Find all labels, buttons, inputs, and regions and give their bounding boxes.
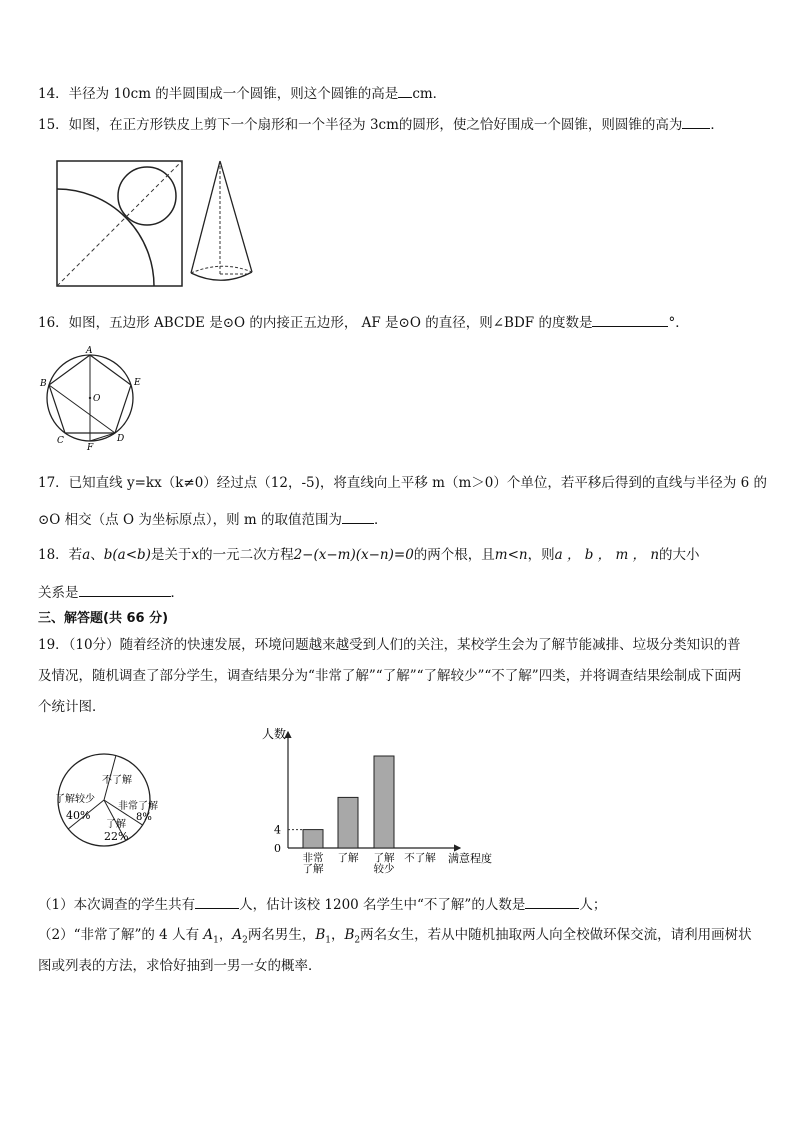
pie-label-feichangliaojie: 非常了解 — [118, 801, 158, 812]
q18-var-x: x — [191, 547, 200, 563]
q19-sub2-a1-sub: 1 — [213, 935, 219, 946]
q19-sub2-line2-text: 图或列表的方法，求恰好抽到一男一女的概率． — [38, 958, 322, 974]
label-a: A — [86, 346, 93, 356]
q17-line2: ⊙O 相交（点 O 为坐标原点），则 m 的取值范围为 — [38, 512, 342, 528]
question-17-line1 — [38, 474, 767, 492]
question-19-line1 — [38, 636, 741, 654]
x-category-label: 了解 — [302, 863, 324, 875]
bar-0 — [303, 830, 323, 848]
cone-left-edge — [191, 161, 220, 273]
question-16 — [38, 313, 689, 332]
q19-sub1-text-a: （1）本次调查的学生共有 — [38, 897, 196, 913]
q19-sub2-b1-sub: 1 — [325, 935, 331, 946]
question-18-line1 — [38, 546, 700, 564]
x-category-label: 不了解 — [404, 852, 436, 864]
q17-line1: 17．已知直线 y=kx（k≠0）经过点（12，-5)，将直线向上平移 m（m＞0）个单位，若平移后得到的直线与半径为 6 的 — [38, 475, 768, 491]
section-3-title: 三、解答题(共 66 分) — [38, 611, 169, 626]
q16-figure — [38, 345, 143, 453]
q19-sub2-text-a: （2）“非常了解”的 4 人有 — [38, 927, 204, 943]
question-19-line3 — [38, 698, 106, 716]
question-17-line2 — [38, 510, 387, 529]
q18-var-a: a — [82, 547, 91, 563]
x-category-label: 了解 — [373, 852, 395, 864]
q18-text-d: 的两个根，且 — [413, 547, 495, 563]
q18-text-c: 的一元二次方程 — [199, 547, 294, 563]
q19-sub2-line1 — [38, 926, 752, 950]
q18-answer-blank[interactable] — [79, 583, 171, 597]
pie-pct-liaojiejiaoshao: 40% — [66, 809, 91, 822]
label-b: B — [40, 379, 47, 389]
diagonal-dashed — [57, 161, 182, 286]
q19-sub2-a2: A — [232, 927, 243, 943]
q19-sub2-b2-sub: 2 — [354, 935, 361, 946]
q19-line3: 个统计图． — [38, 699, 106, 715]
q17-answer-blank[interactable] — [342, 510, 374, 524]
q19-sub1-text-b: 人，估计该校 1200 名学生中“不了解”的人数是 — [239, 897, 526, 913]
q19-sub2-b2: B — [344, 927, 355, 943]
label-d: D — [117, 434, 125, 444]
q18-var-list: a ， b ， m ， n — [554, 547, 660, 563]
y-axis-label: 人数 — [262, 727, 287, 741]
q19-sub1 — [38, 895, 606, 914]
label-c: C — [57, 436, 64, 446]
q15-answer-blank[interactable] — [682, 115, 710, 129]
bar-2 — [374, 756, 394, 848]
segment-bd — [49, 385, 115, 433]
question-15 — [38, 115, 724, 134]
q19-sub2-comma1: ， — [218, 927, 233, 943]
q19-line2: 及情况，随机调查了部分学生，调查结果分为“非常了解”“了解”“了解较少”“不了解”四类，并将调查结果绘制成下面两 — [38, 668, 742, 684]
q18-line2: 关系是 — [38, 585, 79, 601]
y-tick-label: 4 — [274, 823, 281, 837]
q19-sub2-line2 — [38, 957, 322, 975]
x-axis-label: 满意程度 — [448, 852, 492, 865]
cone-base-back — [191, 266, 252, 273]
x-category-label: 较少 — [373, 863, 395, 875]
label-e: E — [134, 378, 141, 388]
cone-right-edge — [220, 161, 252, 272]
q17-end: ． — [373, 512, 388, 528]
bar-chart — [262, 722, 510, 875]
x-category-label: 了解 — [337, 852, 359, 864]
q16-end: °． — [668, 315, 689, 331]
q19-sub2-a2-sub: 2 — [242, 935, 248, 946]
q18-end: ． — [170, 585, 184, 601]
q19-sub2-text-f: 两名女生，若从中随机抽取两人向全校做环保交流，请利用画树状 — [360, 927, 752, 943]
q16-text: 16．如图，五边形 ABCDE 是⊙O 的内接正五边形， AF 是⊙O 的直径，则∠BDF 的度数是 — [38, 315, 593, 331]
question-18-line2 — [38, 583, 184, 602]
pie-label-liaojie: 了解 — [106, 819, 126, 830]
center-o — [89, 397, 91, 399]
q18-equation: 2−(x−m)(x−n)=0 — [293, 547, 414, 563]
x-category-label: 非常 — [302, 852, 324, 864]
bar-1 — [338, 797, 358, 848]
q18-text-e: ，则 — [527, 547, 555, 563]
question-19-line2 — [38, 667, 741, 685]
question-14 — [38, 84, 446, 103]
q18-text-a: 18．若 — [38, 547, 83, 563]
label-f: F — [87, 443, 94, 453]
bar-category-labels — [303, 851, 437, 875]
y-tick-label: 0 — [274, 842, 281, 855]
label-o: O — [93, 394, 101, 404]
q19-sub1-text-c: 人； — [579, 897, 607, 913]
cone-base-front — [191, 272, 252, 280]
q19-sub2-a1: A — [203, 927, 214, 943]
q19-sub2-b1: B — [315, 927, 326, 943]
pie-label-buliaojie: 不了解 — [102, 775, 132, 786]
pie-pct-feichangliaojie: 8% — [136, 812, 152, 823]
q19-sub1-blank-estimate[interactable] — [525, 895, 579, 909]
q16-answer-blank[interactable] — [592, 313, 668, 327]
q15-text: 15．如图，在正方形铁皮上剪下一个扇形和一个半径为 3cm的圆形，使之恰好围成一个圆锥，则圆锥的高为 — [38, 117, 683, 133]
pie-pct-liaojie: 22% — [104, 830, 129, 843]
sector-arc — [57, 189, 154, 286]
q18-condition-mn: m<n — [494, 547, 528, 563]
q18-text-b: 是关于 — [150, 547, 192, 563]
q15-figure — [52, 156, 262, 290]
q18-text-f: 的大小 — [659, 547, 700, 563]
q15-end: ． — [710, 117, 724, 133]
pie-label-liaojiejiaoshao: 了解较少 — [55, 794, 95, 805]
q18-sep: 、 — [90, 547, 104, 563]
q14-unit: cm． — [412, 86, 447, 102]
q19-line1: 19．（10分）随着经济的快速发展，环境问题越来越受到人们的关注，某校学生会为了解节能减排、垃圾分类知识的普 — [38, 637, 741, 653]
q14-text: 14．半径为 10cm 的半圆围成一个圆锥，则这个圆锥的高是 — [38, 86, 399, 102]
pie-chart — [52, 748, 172, 858]
q18-condition: (a<b) — [112, 547, 151, 563]
q19-sub2-comma2: ， — [330, 927, 345, 943]
bar-marks — [303, 756, 394, 848]
q19-sub2-text-d: 两名男生， — [247, 927, 316, 943]
q18-var-b: b — [103, 547, 113, 563]
q19-sub1-blank-total[interactable] — [195, 895, 239, 909]
q14-answer-blank[interactable] — [398, 84, 412, 98]
